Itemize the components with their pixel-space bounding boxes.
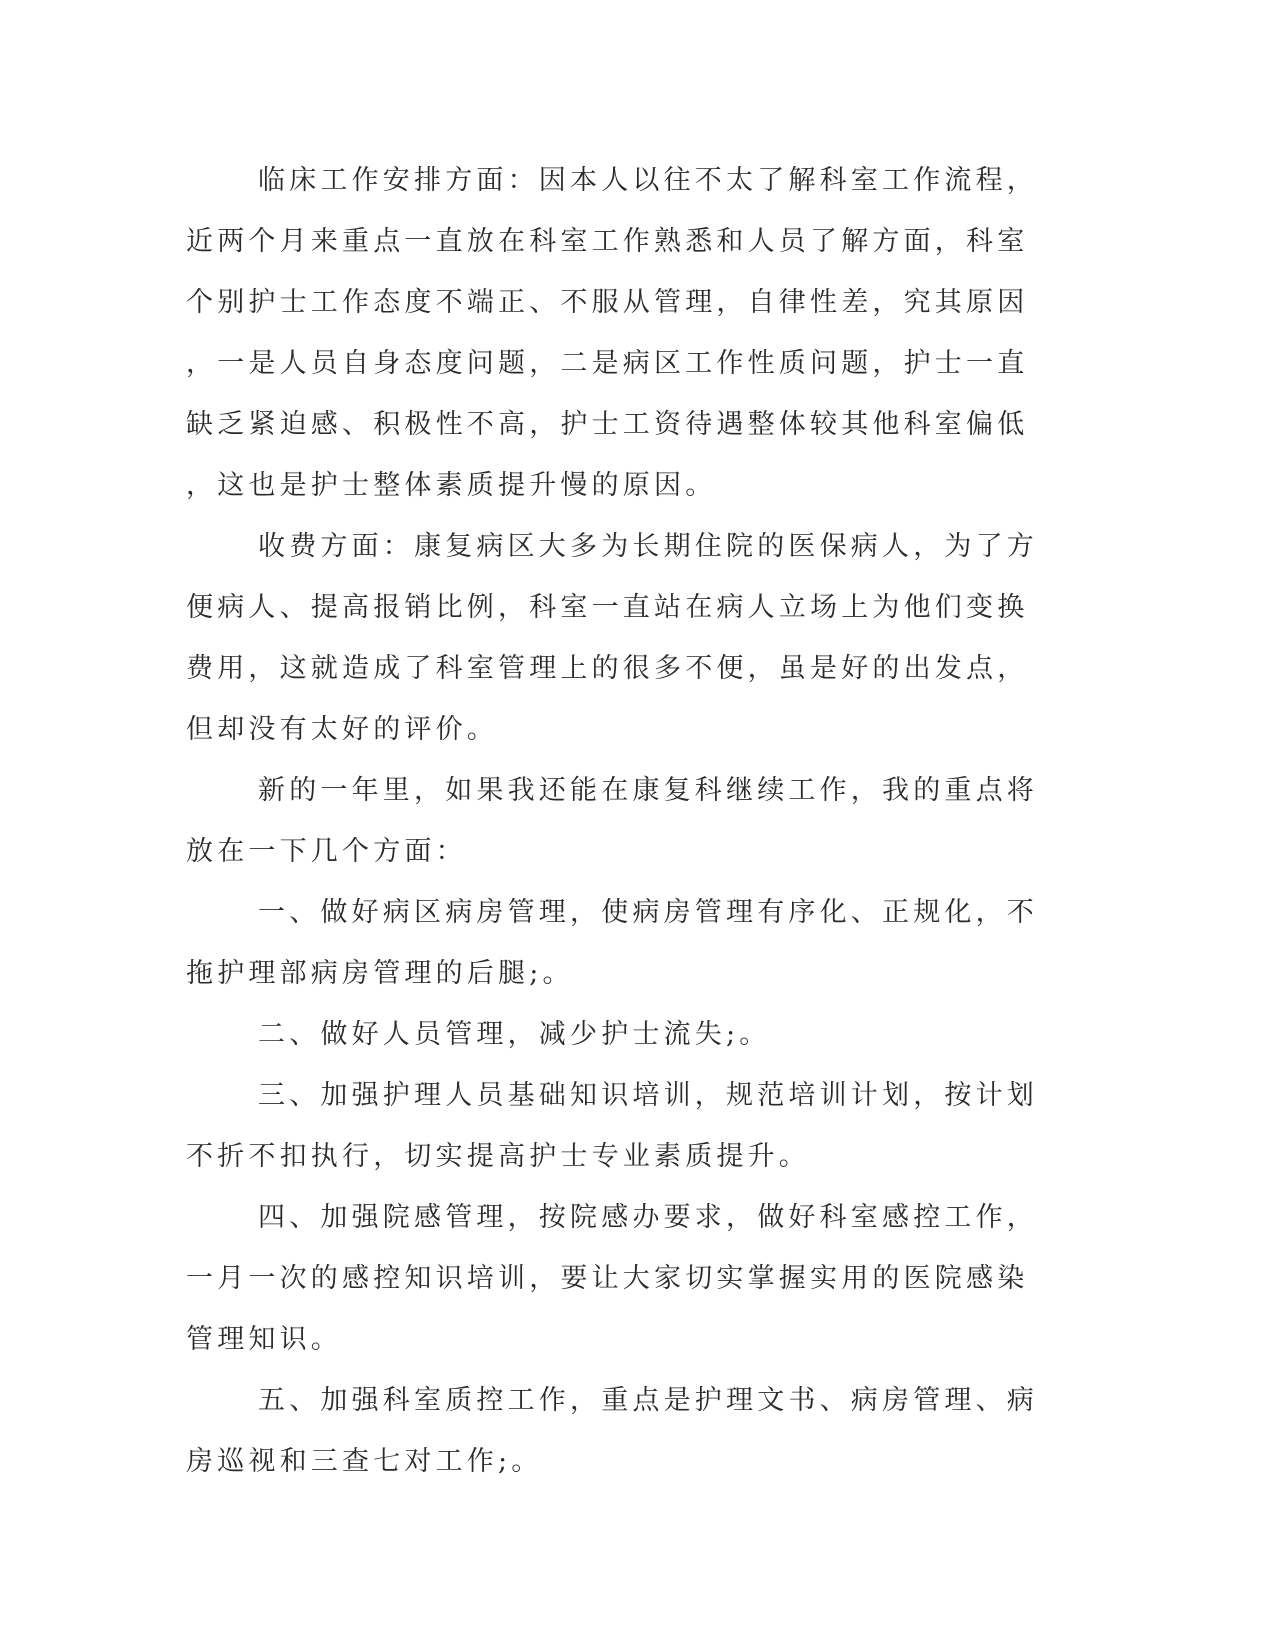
list-item-staff-management: 二、做好人员管理，减少护士流失;。 [258, 1019, 771, 1050]
list-item-ward-management: 一、做好病区病房管理，使病房管理有序化、正规化，不拖护理部病房管理的后腿;。 [186, 897, 1038, 989]
list-item-infection-control: 四、加强院感管理，按院感办要求，做好科室感控工作，一月一次的感控知识培训，要让大家切实掌握实用的医院感染管理知识。 [186, 1202, 1038, 1355]
list-item-training: 三、加强护理人员基础知识培训，规范培训计划，按计划不折不扣执行，切实提高护士专业素质提升。 [186, 1080, 1038, 1172]
paragraph-clinical-arrangement: 临床工作安排方面：因本人以往不太了解科室工作流程，近两个月来重点一直放在科室工作熟悉和人员了解方面，科室个别护士工作态度不端正、不服从管理，自律性差，究其原因，一是人员自身态度问题，二是病区工作性质问题，护士一直缺乏紧迫感、积极性不高，护士工资待遇整体较其他科室偏低，这也是护士整体素质提升慢的原因。 [186, 165, 1038, 501]
paragraph-new-year-plan: 新的一年里，如果我还能在康复科继续工作，我的重点将放在一下几个方面： [186, 775, 1038, 867]
paragraph-charging: 收费方面：康复病区大多为长期住院的医保病人，为了方便病人、提高报销比例，科室一直站在病人立场上为他们变换费用，这就造成了科室管理上的很多不便，虽是好的出发点，但却没有太好的评价。 [186, 531, 1038, 745]
document-body [186, 150, 1048, 1492]
list-item-quality-control: 五、加强科室质控工作，重点是护理文书、病房管理、病房巡视和三查七对工作;。 [186, 1385, 1038, 1477]
